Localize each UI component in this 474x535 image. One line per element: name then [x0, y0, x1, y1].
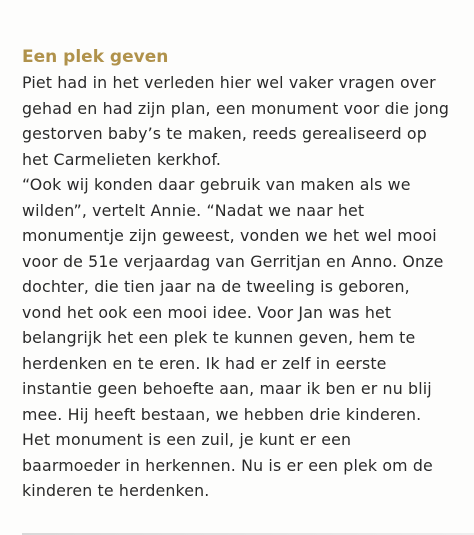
- paragraph-line: gestorven baby’s te maken, reeds gerealiseerd op: [22, 124, 427, 143]
- paragraph-line: Het monument is een zuil, je kunt er een: [22, 430, 352, 449]
- paragraph-line: mee. Hij heeft bestaan, we hebben drie kinderen.: [22, 404, 422, 424]
- article: [22, 44, 474, 504]
- paragraph-line: instantie geen behoefte aan, maar ik ben er nu blij: [22, 379, 432, 398]
- paragraph-line: gehad en had zijn plan, een monument voor die jong: [22, 98, 450, 118]
- section-heading: Een plek geven: [22, 47, 169, 67]
- paragraph-line: herdenken en te eren. Ik had er zelf in eerste: [22, 353, 387, 373]
- paragraph-line: wilden”, vertelt Annie. “Nadat we naar het: [22, 200, 365, 220]
- paragraph-line: Piet had in het verleden hier wel vaker vragen over: [22, 73, 436, 92]
- paragraph-line: vond het ook een mooi idee. Voor Jan was het: [22, 302, 392, 322]
- paragraph-line: kinderen te herdenken.: [22, 481, 210, 500]
- paragraph-line: baarmoeder in herkennen. Nu is er een plek om de: [22, 455, 433, 475]
- paragraph-line: dochter, die tien jaar na de tweeling is geboren,: [22, 277, 410, 296]
- paragraph-line: “Ook wij konden daar gebruik van maken als we: [22, 175, 411, 194]
- paragraph-line: monumentje zijn geweest, vonden we het wel mooi: [22, 226, 437, 245]
- paragraph-1: [22, 70, 474, 172]
- paragraph-line: belangrijk het een plek te kunnen geven, hem te: [22, 328, 416, 347]
- paragraph-line: voor de 51e verjaardag van Gerritjan en Anno. Onze: [22, 251, 444, 271]
- paragraph-2: [22, 172, 474, 504]
- paragraph-line: het Carmelieten kerkhof.: [22, 149, 222, 169]
